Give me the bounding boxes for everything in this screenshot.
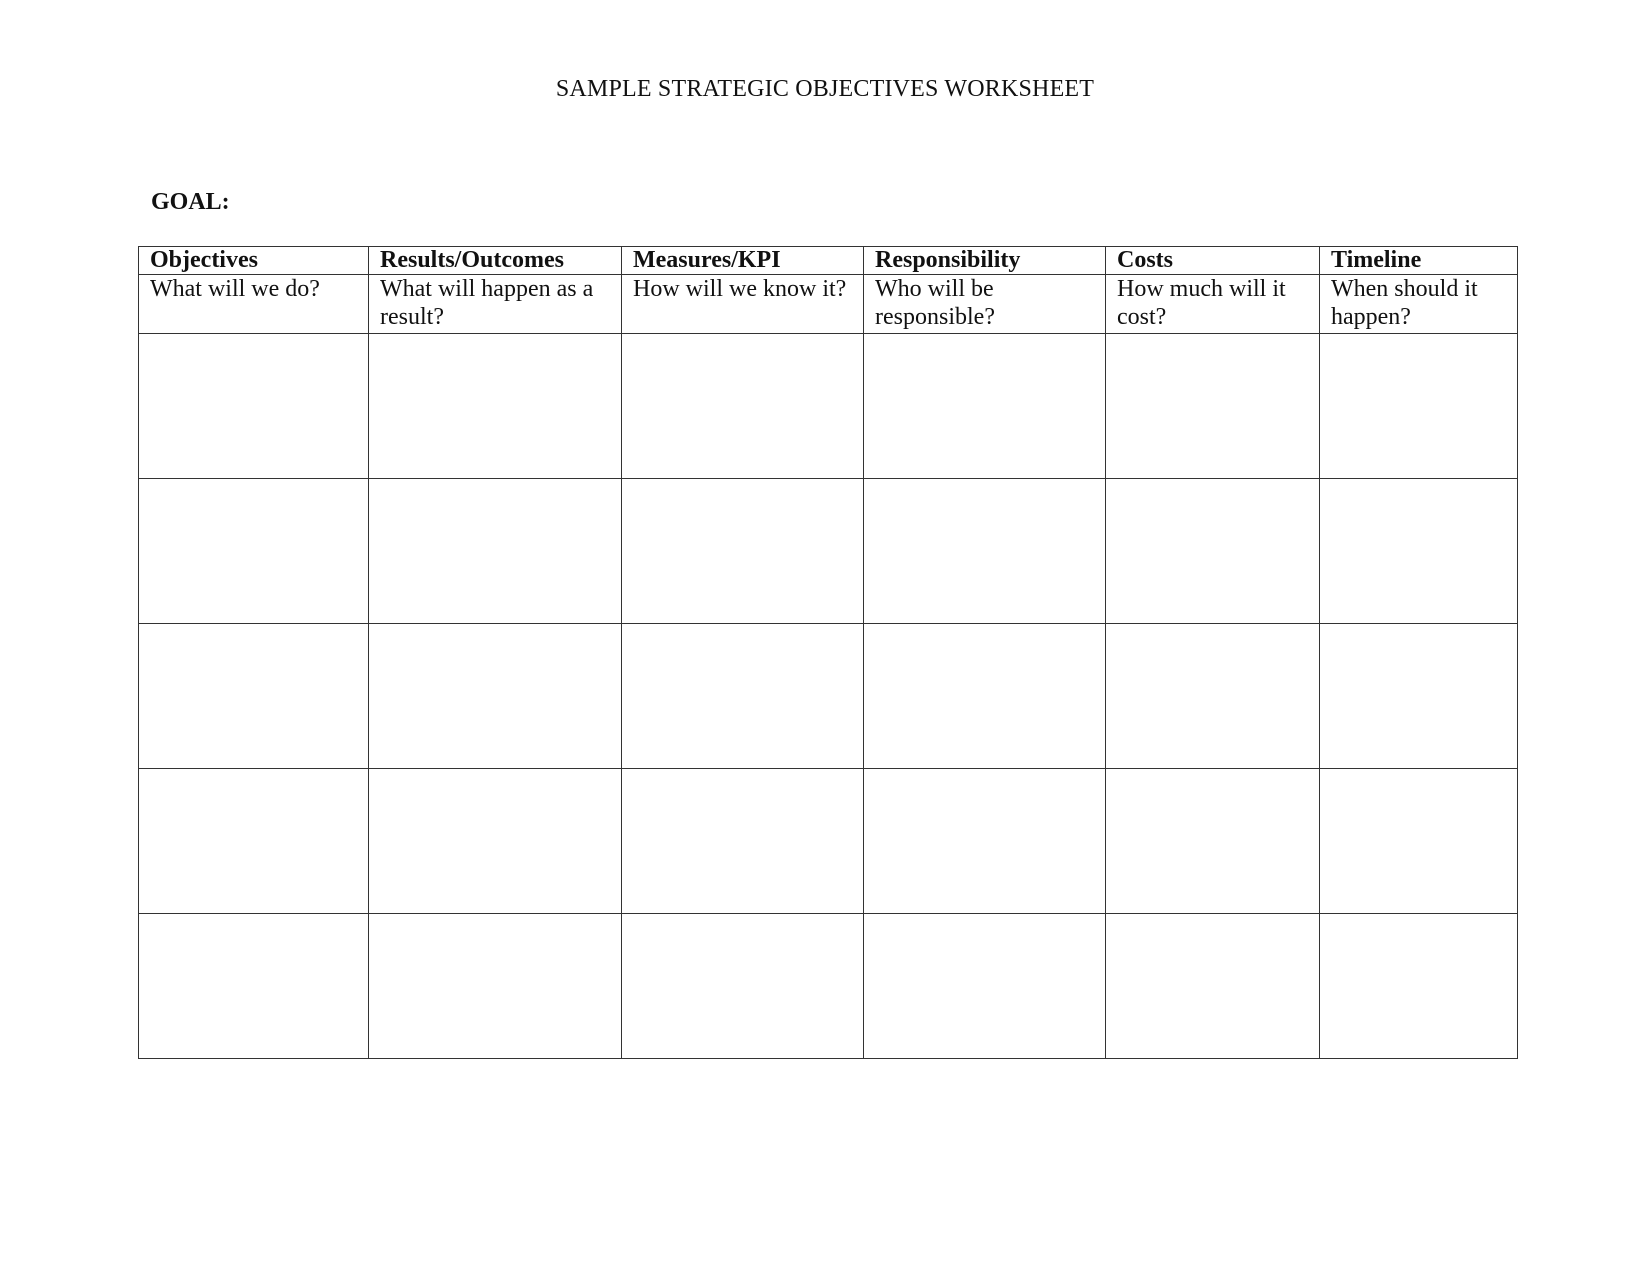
table-cell-costs[interactable] — [1106, 334, 1320, 479]
objectives-table — [138, 246, 1518, 1059]
table-cell-measures-kpi[interactable] — [622, 334, 864, 479]
table-cell-measures-kpi[interactable] — [622, 479, 864, 624]
table-row — [139, 914, 1518, 1059]
table-cell-measures-kpi[interactable] — [622, 914, 864, 1059]
table-cell-costs[interactable] — [1106, 479, 1320, 624]
question-row — [139, 275, 1518, 334]
table-row — [139, 624, 1518, 769]
table-cell-results-outcomes[interactable] — [369, 914, 622, 1059]
table-cell-timeline[interactable] — [1320, 334, 1518, 479]
goal-label: GOAL: — [151, 189, 230, 215]
table-cell-costs[interactable] — [1106, 914, 1320, 1059]
table-cell-objectives[interactable] — [139, 914, 369, 1059]
table-row — [139, 334, 1518, 479]
table-cell-objectives[interactable] — [139, 334, 369, 479]
table-cell-results-outcomes[interactable] — [369, 479, 622, 624]
table-cell-costs[interactable] — [1106, 769, 1320, 914]
table-cell-timeline[interactable] — [1320, 624, 1518, 769]
table-cell-responsibility[interactable] — [864, 479, 1106, 624]
column-question-responsibility: Who will be responsible? — [864, 275, 1106, 334]
table-cell-timeline[interactable] — [1320, 479, 1518, 624]
page-title: SAMPLE STRATEGIC OBJECTIVES WORKSHEET — [555, 76, 1095, 102]
table-row — [139, 479, 1518, 624]
table-cell-responsibility[interactable] — [864, 769, 1106, 914]
table-cell-objectives[interactable] — [139, 624, 369, 769]
header-row — [139, 247, 1518, 275]
table-cell-costs[interactable] — [1106, 624, 1320, 769]
table-cell-results-outcomes[interactable] — [369, 624, 622, 769]
table-cell-responsibility[interactable] — [864, 914, 1106, 1059]
column-question-measures-kpi: How will we know it? — [622, 275, 864, 334]
table-cell-objectives[interactable] — [139, 769, 369, 914]
column-question-results-outcomes: What will happen as a result? — [369, 275, 622, 334]
table-cell-results-outcomes[interactable] — [369, 334, 622, 479]
column-header-objectives: Objectives — [139, 247, 369, 275]
table-row — [139, 769, 1518, 914]
table-cell-responsibility[interactable] — [864, 334, 1106, 479]
column-header-costs: Costs — [1106, 247, 1320, 275]
column-header-responsibility: Responsibility — [864, 247, 1106, 275]
column-header-timeline: Timeline — [1320, 247, 1518, 275]
column-question-objectives: What will we do? — [139, 275, 369, 334]
column-header-results-outcomes: Results/Outcomes — [369, 247, 622, 275]
column-header-measures-kpi: Measures/KPI — [622, 247, 864, 275]
table-cell-timeline[interactable] — [1320, 769, 1518, 914]
table-cell-timeline[interactable] — [1320, 914, 1518, 1059]
table-cell-measures-kpi[interactable] — [622, 769, 864, 914]
table-cell-objectives[interactable] — [139, 479, 369, 624]
column-question-costs: How much will it cost? — [1106, 275, 1320, 334]
table-cell-responsibility[interactable] — [864, 624, 1106, 769]
table-cell-measures-kpi[interactable] — [622, 624, 864, 769]
column-question-timeline: When should it happen? — [1320, 275, 1518, 334]
table-cell-results-outcomes[interactable] — [369, 769, 622, 914]
